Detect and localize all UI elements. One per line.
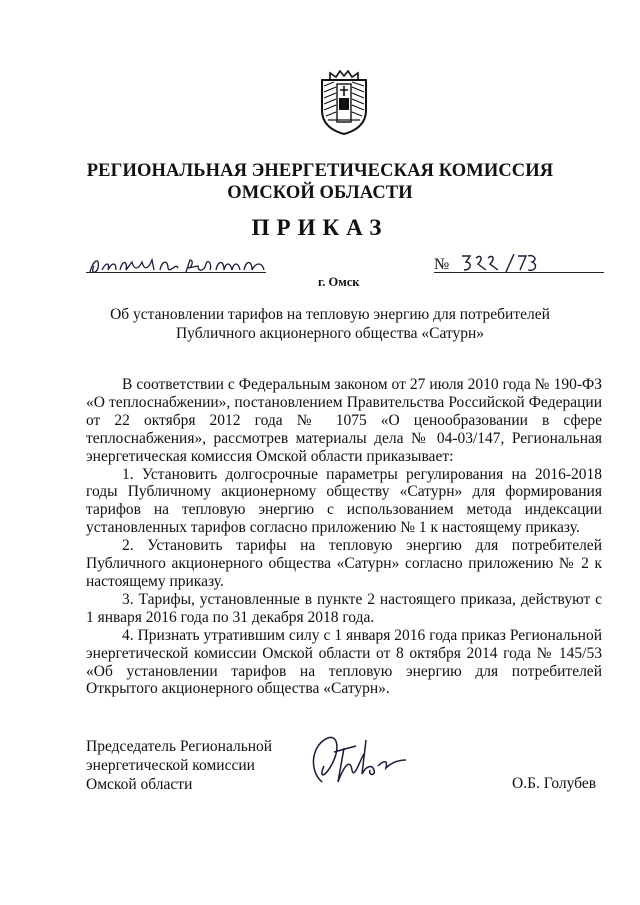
omsk-coat-of-arms-icon (318, 70, 370, 136)
signatory-name: О.Б. Голубев (512, 775, 597, 792)
document-body (86, 376, 602, 698)
paragraph-preamble: В соответствии с Федеральным законом от 27 июля 2010 года № 190-ФЗ «О теплоснабжении», постановлением Правительства Российской Федерации от 22 октября 2012 года № 1075 «О ценообразовании в сфере теплоснабжения», рассмотрев материалы дела № 04-03/147, Региональная энергетическая комиссия Омской области приказывает: (86, 376, 602, 465)
paragraph-item-1: 1. Установить долгосрочные параметры регулирования на 2016-2018 годы Публичному акционерному обществу «Сатурн» для формирования тарифов на тепловую энергию с использованием метода индексации установленных тарифов согласно приложению № 1 к настоящему приказу. (86, 465, 602, 537)
organization-name-line2: ОМСКОЙ ОБЛАСТИ (227, 183, 413, 203)
document-title: ПРИКАЗ (251, 215, 389, 240)
handwritten-signature (304, 730, 414, 790)
organization-name-line1: РЕГИОНАЛЬНАЯ ЭНЕРГЕТИЧЕСКАЯ КОМИССИЯ (86, 161, 554, 181)
signatory-position-line2: энергетической комиссии (86, 757, 255, 774)
order-number-label: № (434, 256, 450, 273)
signatory-position-line1: Председатель Региональной (86, 738, 273, 755)
signatory-position (86, 737, 272, 794)
subject-line1: Об установлении тарифов на тепловую энергию для потребителей (110, 306, 550, 323)
subject-line2: Публичного акционерного общества «Сатурн» (175, 325, 485, 342)
date-underline (86, 272, 266, 273)
paragraph-item-3: 3. Тарифы, установленные в пункте 2 настоящего приказа, действуют с 1 января 2016 года по 31 декабря 2018 года. (86, 590, 602, 626)
signatory-position-line3: Омской области (86, 776, 193, 793)
paragraph-item-2: 2. Установить тарифы на тепловую энергию для потребителей Публичного акционерного общества «Сатурн» согласно приложению № 2 к настоящему приказу. (86, 537, 602, 590)
city-label: г. Омск (318, 275, 360, 289)
paragraph-item-4: 4. Признать утратившим силу с 1 января 2016 года приказ Региональной энергетической комиссии Омской области от 8 октября 2014 года № 145/53 «Об установлении тарифов на тепловую энергию для потребителей Открытого акционерного общества «Сатурн». (86, 626, 602, 698)
handwritten-date (86, 252, 268, 280)
order-number-underline (434, 272, 604, 273)
